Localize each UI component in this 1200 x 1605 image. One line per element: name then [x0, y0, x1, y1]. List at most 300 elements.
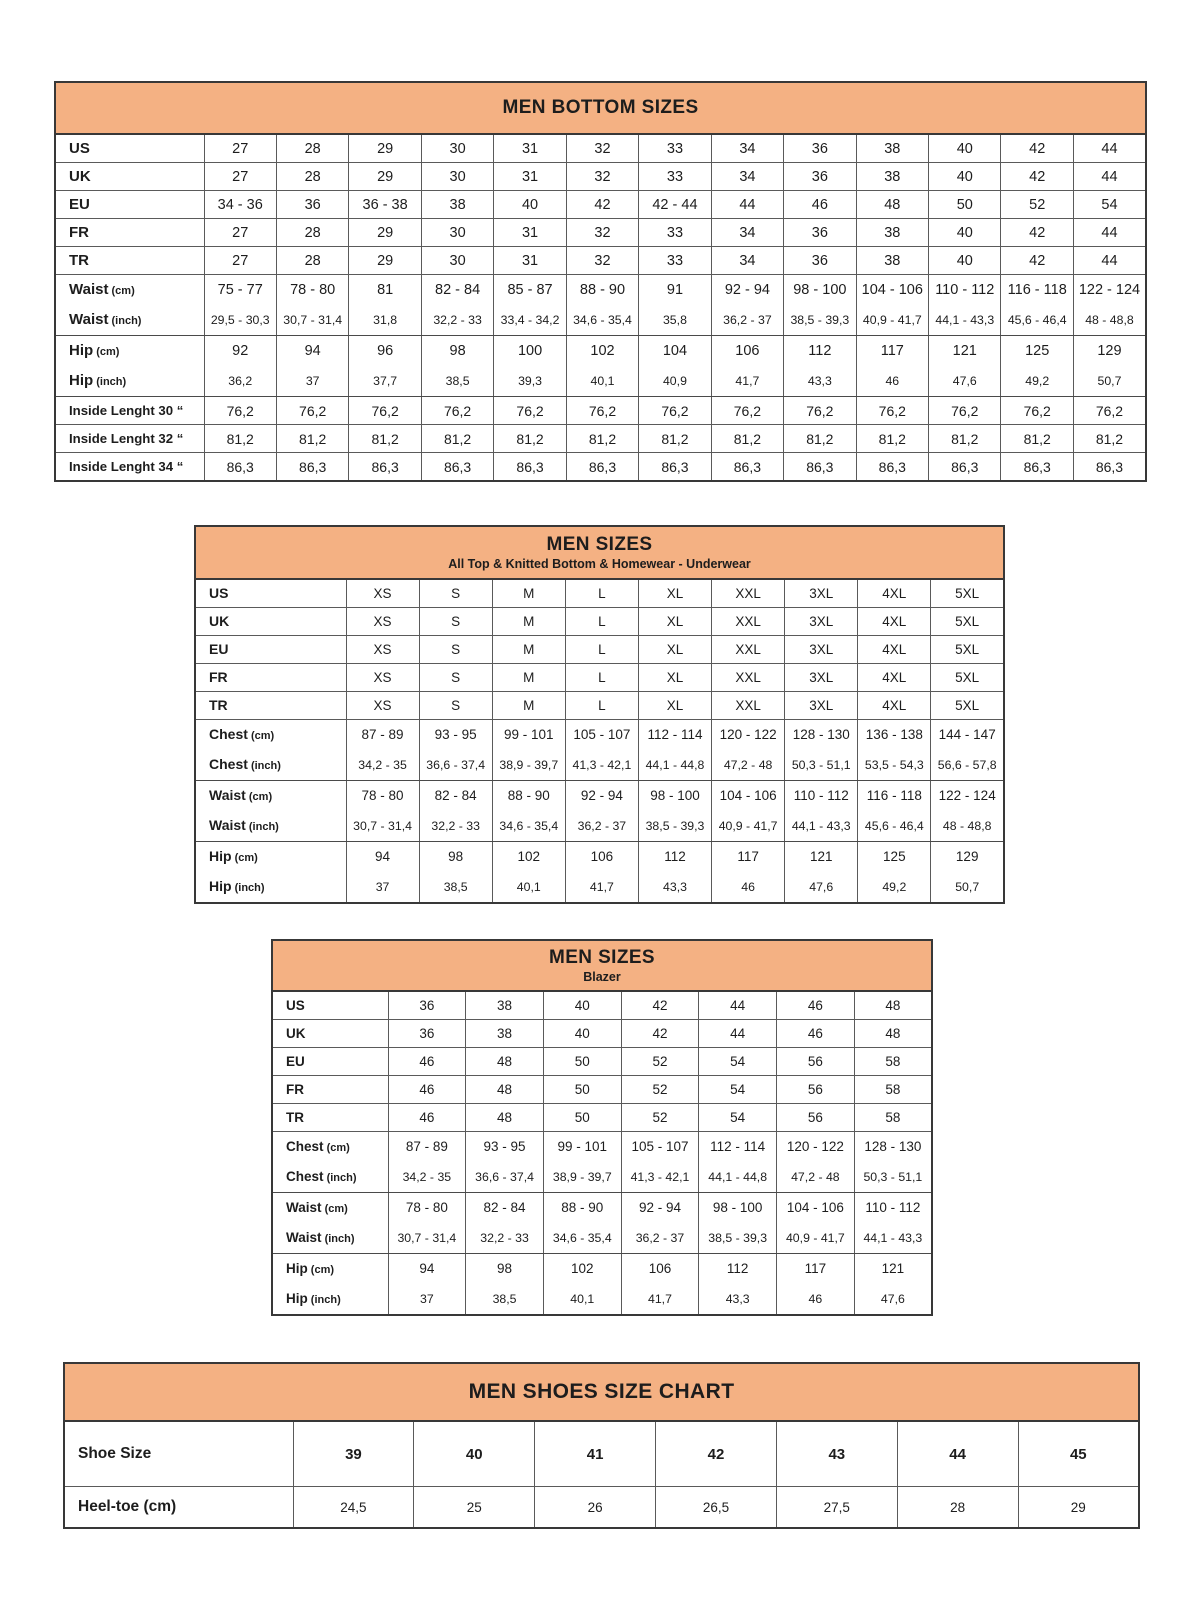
row-uk [195, 608, 1004, 636]
cell-value: XXL [712, 692, 785, 720]
row-heel-toe-cm [64, 1487, 1139, 1529]
row-label [55, 453, 204, 482]
cell-value: L [565, 579, 638, 608]
row-label [55, 425, 204, 453]
cell-value: 104 - 106 [856, 275, 928, 305]
cell-value: 128 - 130 [854, 1132, 932, 1162]
cell-value: 40 [929, 247, 1001, 275]
cell-value: 44,1 - 44,8 [638, 749, 711, 781]
cell-value: 4XL [858, 664, 931, 692]
row-hip-inch [195, 871, 1004, 903]
cell-value: 26,5 [656, 1487, 777, 1529]
cell-value: 44 [711, 191, 783, 219]
cell-value: 48 - 48,8 [931, 810, 1004, 842]
cell-value: 105 - 107 [565, 720, 638, 750]
cell-value: 33 [639, 247, 711, 275]
cell-value: 76,2 [494, 397, 566, 425]
row-fr [195, 664, 1004, 692]
row-uk [272, 1020, 932, 1048]
cell-value: 106 [711, 336, 783, 366]
table-subtitle: All Top & Knitted Bottom & Homewear - Underwear [448, 557, 751, 571]
cell-value: 50,3 - 51,1 [854, 1161, 932, 1193]
cell-value: 37,7 [349, 365, 421, 397]
cell-value: 30 [421, 247, 493, 275]
cell-value: 49,2 [1001, 365, 1073, 397]
cell-value: 122 - 124 [1073, 275, 1146, 305]
cell-value: 38,5 [419, 871, 492, 903]
cell-value: 86,3 [856, 453, 928, 482]
cell-value: XS [346, 636, 419, 664]
cell-value: 37 [388, 1283, 466, 1315]
cell-value: 42 - 44 [639, 191, 711, 219]
cell-value: 37 [276, 365, 348, 397]
row-label [272, 1193, 388, 1223]
cell-value: 5XL [931, 664, 1004, 692]
cell-value: 41,7 [565, 871, 638, 903]
cell-value: 98 - 100 [699, 1193, 777, 1223]
cell-value: 47,2 - 48 [712, 749, 785, 781]
cell-value: 36 [784, 219, 856, 247]
row-label-text: Waist [209, 786, 246, 803]
row-label-unit: (cm) [93, 345, 120, 358]
row-label [55, 219, 204, 247]
row-label-text: Waist [286, 1199, 322, 1215]
cell-value: 104 - 106 [777, 1193, 855, 1223]
cell-value: 40 [414, 1421, 535, 1487]
cell-value: 30 [421, 163, 493, 191]
row-label-text: US [286, 997, 305, 1013]
cell-value: 46 [388, 1076, 466, 1104]
cell-value: 125 [1001, 336, 1073, 366]
cell-value: L [565, 636, 638, 664]
cell-value: 42 [1001, 219, 1073, 247]
cell-value: 99 - 101 [543, 1132, 621, 1162]
cell-value: 48 [466, 1048, 544, 1076]
row-chest-inch [272, 1161, 932, 1193]
row-label-text: UK [286, 1025, 306, 1041]
row-label [55, 163, 204, 191]
cell-value: 38 [466, 991, 544, 1020]
cell-value: 102 [566, 336, 638, 366]
cell-value: 38,5 - 39,3 [699, 1222, 777, 1254]
cell-value: 46 [388, 1048, 466, 1076]
cell-value: 86,3 [566, 453, 638, 482]
row-label [272, 1283, 388, 1315]
cell-value: 33 [639, 163, 711, 191]
cell-value: 76,2 [711, 397, 783, 425]
cell-value: 45,6 - 46,4 [1001, 304, 1073, 336]
cell-value: 121 [929, 336, 1001, 366]
cell-value: 82 - 84 [421, 275, 493, 305]
cell-value: 27,5 [776, 1487, 897, 1529]
cell-value: 104 [639, 336, 711, 366]
row-label [195, 664, 346, 692]
cell-value: 32 [566, 163, 638, 191]
cell-value: 32,2 - 33 [419, 810, 492, 842]
cell-value: 121 [785, 842, 858, 872]
row-label [55, 191, 204, 219]
row-label [195, 810, 346, 842]
row-label [195, 781, 346, 811]
cell-value: 81,2 [711, 425, 783, 453]
cell-value: 38,5 - 39,3 [638, 810, 711, 842]
cell-value: 38 [856, 219, 928, 247]
cell-value: 76,2 [1073, 397, 1146, 425]
table-header-row [272, 940, 932, 991]
row-chest-cm [272, 1132, 932, 1162]
cell-value: 36 [784, 134, 856, 163]
cell-value: 29 [349, 247, 421, 275]
cell-value: 81,2 [1073, 425, 1146, 453]
cell-value: 100 [494, 336, 566, 366]
cell-value: 106 [565, 842, 638, 872]
cell-value: 38,5 - 39,3 [784, 304, 856, 336]
cell-value: 87 - 89 [346, 720, 419, 750]
cell-value: 94 [276, 336, 348, 366]
cell-value: 27 [204, 219, 276, 247]
cell-value: XL [638, 608, 711, 636]
cell-value: 36 [388, 991, 466, 1020]
row-label [195, 579, 346, 608]
row-fr [55, 219, 1146, 247]
row-hip-cm [55, 336, 1146, 366]
cell-value: 32,2 - 33 [466, 1222, 544, 1254]
row-label-text: EU [69, 195, 90, 213]
row-label-text: US [209, 584, 229, 601]
cell-value: 29 [349, 163, 421, 191]
row-label-unit: (cm) [108, 284, 135, 297]
row-waist-inch [195, 810, 1004, 842]
cell-value: 58 [854, 1104, 932, 1132]
row-us [272, 991, 932, 1020]
cell-value: 4XL [858, 579, 931, 608]
cell-value: 56 [777, 1104, 855, 1132]
cell-value: 144 - 147 [931, 720, 1004, 750]
cell-value: 46 [777, 991, 855, 1020]
cell-value: 81,2 [929, 425, 1001, 453]
row-label [195, 720, 346, 750]
row-label-text: US [69, 139, 90, 157]
cell-value: 28 [276, 247, 348, 275]
cell-value: XS [346, 579, 419, 608]
cell-value: 41 [535, 1421, 656, 1487]
cell-value: 42 [1001, 134, 1073, 163]
cell-value: 36 [276, 191, 348, 219]
row-shoe-size [64, 1421, 1139, 1487]
cell-value: 4XL [858, 692, 931, 720]
cell-value: 86,3 [349, 453, 421, 482]
cell-value: 27 [204, 247, 276, 275]
cell-value: 86,3 [639, 453, 711, 482]
cell-value: 112 [699, 1254, 777, 1284]
cell-value: 48 [856, 191, 928, 219]
row-label-unit: (inch) [307, 1293, 341, 1306]
cell-value: 88 - 90 [566, 275, 638, 305]
row-us [55, 134, 1146, 163]
row-label [195, 692, 346, 720]
table-header-band [195, 526, 1004, 579]
cell-value: 44 [1073, 247, 1146, 275]
table-title: MEN BOTTOM SIZES [502, 97, 699, 118]
row-eu [272, 1048, 932, 1076]
cell-value: 44 [1073, 134, 1146, 163]
cell-value: 117 [856, 336, 928, 366]
cell-value: XXL [712, 579, 785, 608]
cell-value: 32 [566, 134, 638, 163]
cell-value: 38 [856, 163, 928, 191]
cell-value: 45 [1018, 1421, 1139, 1487]
row-label-text: TR [69, 251, 89, 269]
row-waist-cm [55, 275, 1146, 305]
row-waist-inch [272, 1222, 932, 1254]
cell-value: 88 - 90 [543, 1193, 621, 1223]
cell-value: 94 [346, 842, 419, 872]
cell-value: 91 [639, 275, 711, 305]
row-label-unit: (inch) [321, 1232, 355, 1245]
row-label-text: Inside Lenght 32 “ [69, 430, 184, 446]
row-label-unit: (cm) [231, 851, 258, 864]
cell-value: 28 [276, 134, 348, 163]
cell-value: XS [346, 692, 419, 720]
row-label-text: Inside Lenght 34 “ [69, 458, 184, 474]
row-label-text: Hip [286, 1260, 308, 1276]
cell-value: 54 [699, 1104, 777, 1132]
cell-value: 33 [639, 219, 711, 247]
cell-value: 48 [854, 1020, 932, 1048]
cell-value: 121 [854, 1254, 932, 1284]
row-label-text: EU [286, 1053, 305, 1069]
cell-value: 38,5 [466, 1283, 544, 1315]
row-label [195, 871, 346, 903]
cell-value: 81,2 [856, 425, 928, 453]
cell-value: S [419, 636, 492, 664]
cell-value: 106 [621, 1254, 699, 1284]
cell-value: 50 [543, 1048, 621, 1076]
cell-value: 4XL [858, 636, 931, 664]
cell-value: XL [638, 579, 711, 608]
row-tr [272, 1104, 932, 1132]
row-inside-lenght-30 [55, 397, 1146, 425]
row-label [272, 1104, 388, 1132]
cell-value: S [419, 692, 492, 720]
cell-value: 36 [784, 163, 856, 191]
row-uk [55, 163, 1146, 191]
cell-value: 28 [276, 219, 348, 247]
row-label [55, 304, 204, 336]
cell-value: 76,2 [276, 397, 348, 425]
cell-value: 42 [566, 191, 638, 219]
row-fr [272, 1076, 932, 1104]
row-tr [195, 692, 1004, 720]
cell-value: 38 [421, 191, 493, 219]
row-label [55, 336, 204, 366]
cell-value: L [565, 608, 638, 636]
cell-value: M [492, 579, 565, 608]
row-hip-inch [272, 1283, 932, 1315]
cell-value: 42 [621, 1020, 699, 1048]
row-label-text: FR [286, 1081, 304, 1097]
cell-value: 36,6 - 37,4 [466, 1161, 544, 1193]
cell-value: 40,9 - 41,7 [777, 1222, 855, 1254]
cell-value: 43,3 [638, 871, 711, 903]
cell-value: 47,2 - 48 [777, 1161, 855, 1193]
cell-value: 40 [494, 191, 566, 219]
row-hip-inch [55, 365, 1146, 397]
cell-value: XXL [712, 664, 785, 692]
cell-value: M [492, 608, 565, 636]
cell-value: 52 [1001, 191, 1073, 219]
row-label-text: Chest [286, 1138, 324, 1154]
cell-value: 56 [777, 1048, 855, 1076]
cell-value: 50,7 [931, 871, 1004, 903]
cell-value: 58 [854, 1048, 932, 1076]
table-header-band [272, 940, 932, 991]
row-inside-lenght-32 [55, 425, 1146, 453]
cell-value: 35,8 [639, 304, 711, 336]
cell-value: 40 [929, 219, 1001, 247]
cell-value: 33,4 - 34,2 [494, 304, 566, 336]
men-sizes-blazer-table [271, 939, 933, 1316]
row-label [55, 247, 204, 275]
cell-value: 129 [931, 842, 1004, 872]
cell-value: 47,6 [854, 1283, 932, 1315]
cell-value: 86,3 [421, 453, 493, 482]
cell-value: 46 [777, 1020, 855, 1048]
cell-value: 92 - 94 [711, 275, 783, 305]
cell-value: 3XL [785, 579, 858, 608]
cell-value: XL [638, 664, 711, 692]
cell-value: 116 - 118 [858, 781, 931, 811]
cell-value: 48 [466, 1104, 544, 1132]
cell-value: 52 [621, 1104, 699, 1132]
cell-value: 81,2 [1001, 425, 1073, 453]
cell-value: 40,9 - 41,7 [712, 810, 785, 842]
row-label-text: Chest [286, 1168, 324, 1184]
row-label [272, 1254, 388, 1284]
row-label [55, 397, 204, 425]
cell-value: 112 - 114 [699, 1132, 777, 1162]
cell-value: 136 - 138 [858, 720, 931, 750]
table-header-row [64, 1363, 1139, 1421]
cell-value: 32 [566, 219, 638, 247]
row-label [55, 134, 204, 163]
row-label-text: UK [69, 167, 91, 185]
cell-value: 81,2 [566, 425, 638, 453]
cell-value: 76,2 [784, 397, 856, 425]
table-title: MEN SIZES [548, 947, 655, 968]
row-label-text: Waist [209, 816, 246, 833]
row-label-unit: (inch) [245, 820, 279, 833]
cell-value: 120 - 122 [712, 720, 785, 750]
cell-value: 112 - 114 [638, 720, 711, 750]
cell-value: 30,7 - 31,4 [276, 304, 348, 336]
cell-value: 40,1 [543, 1283, 621, 1315]
cell-value: 32,2 - 33 [421, 304, 493, 336]
row-label [195, 608, 346, 636]
cell-value: 37 [346, 871, 419, 903]
row-waist-cm [195, 781, 1004, 811]
row-label-text: Waist [69, 280, 109, 298]
cell-value: 31 [494, 219, 566, 247]
cell-value: 86,3 [784, 453, 856, 482]
cell-value: 81,2 [349, 425, 421, 453]
cell-value: 38,9 - 39,7 [492, 749, 565, 781]
row-label [64, 1487, 293, 1529]
row-label-text: EU [209, 640, 229, 657]
cell-value: 30,7 - 31,4 [346, 810, 419, 842]
row-label-unit: (inch) [93, 375, 127, 388]
cell-value: XXL [712, 608, 785, 636]
row-chest-cm [195, 720, 1004, 750]
men-sizes-tops-table [194, 525, 1005, 904]
cell-value: 81,2 [421, 425, 493, 453]
cell-value: 76,2 [566, 397, 638, 425]
row-label [195, 842, 346, 872]
row-us [195, 579, 1004, 608]
cell-value: 34,6 - 35,4 [566, 304, 638, 336]
cell-value: 86,3 [929, 453, 1001, 482]
row-label-text: Waist [286, 1229, 322, 1245]
cell-value: 28 [897, 1487, 1018, 1529]
cell-value: XL [638, 636, 711, 664]
cell-value: 94 [388, 1254, 466, 1284]
cell-value: 48 [854, 991, 932, 1020]
row-label [55, 365, 204, 397]
cell-value: 129 [1073, 336, 1146, 366]
row-label-text: Hip [69, 341, 94, 359]
row-label [272, 1048, 388, 1076]
cell-value: 40 [543, 991, 621, 1020]
cell-value: 24,5 [293, 1487, 414, 1529]
cell-value: 93 - 95 [466, 1132, 544, 1162]
row-label-text: Heel-toe (cm) [78, 1498, 177, 1515]
row-waist-cm [272, 1193, 932, 1223]
row-hip-cm [195, 842, 1004, 872]
cell-value: 45,6 - 46,4 [858, 810, 931, 842]
cell-value: 120 - 122 [777, 1132, 855, 1162]
cell-value: 86,3 [204, 453, 276, 482]
cell-value: 43 [776, 1421, 897, 1487]
cell-value: 5XL [931, 579, 1004, 608]
row-label [195, 749, 346, 781]
cell-value: 112 [638, 842, 711, 872]
row-label-unit: (inch) [323, 1171, 357, 1184]
cell-value: 3XL [785, 664, 858, 692]
cell-value: 34 [711, 163, 783, 191]
row-label [64, 1421, 293, 1487]
row-label-unit: (cm) [247, 729, 275, 742]
table-body [64, 1421, 1139, 1528]
row-eu [55, 191, 1146, 219]
row-label-text: Chest [209, 755, 248, 772]
cell-value: 40,9 - 41,7 [856, 304, 928, 336]
cell-value: 81,2 [276, 425, 348, 453]
cell-value: 86,3 [711, 453, 783, 482]
cell-value: 42 [1001, 247, 1073, 275]
cell-value: 92 [204, 336, 276, 366]
men-shoes-size-chart-table [63, 1362, 1140, 1529]
cell-value: 39 [293, 1421, 414, 1487]
cell-value: 31,8 [349, 304, 421, 336]
cell-value: 5XL [931, 692, 1004, 720]
row-label-text: Hip [209, 877, 232, 894]
men-bottom-sizes-table [54, 81, 1147, 482]
row-eu [195, 636, 1004, 664]
cell-value: 38 [856, 134, 928, 163]
cell-value: 85 - 87 [494, 275, 566, 305]
cell-value: 92 - 94 [565, 781, 638, 811]
row-label [195, 636, 346, 664]
